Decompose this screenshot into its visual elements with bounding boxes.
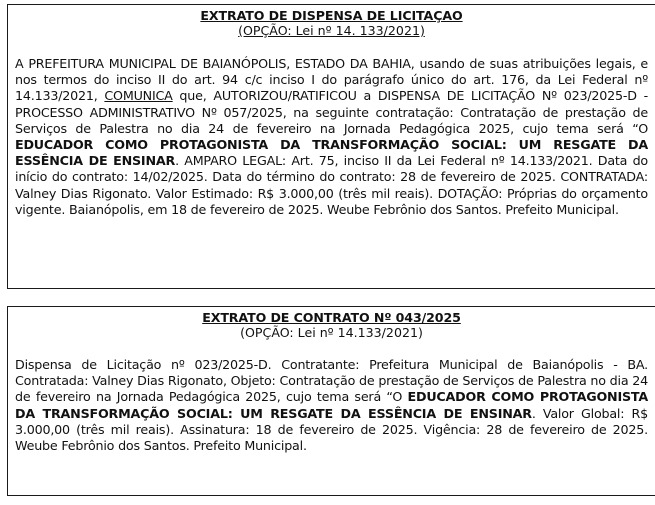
extrato-contrato-option: (OPÇÃO: Lei nº 14.133/2021) [240, 325, 423, 340]
contrato-body-part1: Dispensa de Licitação nº 023/2025-D. Contratante: Prefeitura Municipal de Baianópolis - BA. Contratada: Valney Dias Rigonato, Objeto: Contratação de prestação de Serviços de Palestra no dia 24 de fevereiro na Jornada Pedagógica 2025, cujo tema será “O [15, 357, 648, 405]
extrato-dispensa-box [7, 4, 655, 289]
dispensa-body-part2: que, AUTORIZOU/RATIFICOU a DISPENSA DE LICITAÇÃO Nº 023/2025-D - PROCESSO ADMINISTRATIVO Nº 057/2025, na seguinte contratação: Contratação de prestação de Serviços de Palestra no dia 24 de fevereiro na Jornada Pedagógica 2025, cujo tema será “O [15, 88, 648, 136]
dispensa-body-theme: EDUCADOR COMO PROTAGONISTA DA TRANSFORMAÇÃO SOCIAL: UM RESGATE DA ESSÊNCIA DE ENSINAR [15, 137, 648, 169]
extrato-contrato-body [15, 357, 648, 454]
dispensa-body-part1: A PREFEITURA MUNICIPAL DE BAIANÓPOLIS, ESTADO DA BAHIA, usando de suas atribuições legais, e nos termos do inciso II do art. 94 c/c inciso I do parágrafo único do art. 176, da Lei Federal nº 14.133/2021, [15, 56, 648, 104]
extrato-contrato-title: EXTRATO DE CONTRATO Nº 043/2025 [202, 310, 461, 325]
contrato-body-theme: EDUCADOR COMO PROTAGONISTA DA TRANSFORMAÇÃO SOCIAL: UM RESGATE DA ESSÊNCIA DE ENSINAR [15, 389, 648, 421]
contrato-body-part2: . Valor Global: R$ 3.000,00 (três mil reais). Assinatura: 18 de fevereiro de 2025. Vigência: 28 de fevereiro de 2025. Weube Febrônio dos Santos. Prefeito Municipal. [15, 405, 648, 454]
dispensa-body-comunica: COMUNICA [104, 88, 173, 104]
dispensa-body-part3: . AMPARO LEGAL: Art. 75, inciso II da Lei Federal nº 14.133/2021. Data do início do contrato: 14/02/2025. Data do término do contrato: 28 de fevereiro de 2025. CONTRATADA: Valney Dias Rigonato. Valor Estimado: R$ 3.000,00 (três mil reais). DOTAÇÃO: Próprias do orçamento vigente. Baianópolis, em 18 de fevereiro de 2025. Weube Febrônio dos Santos. Prefeito Municipal. [15, 153, 648, 217]
extrato-dispensa-option: (OPÇÃO: Lei nº 14. 133/2021) [238, 23, 425, 38]
extrato-dispensa-body [15, 56, 648, 218]
extrato-contrato-box [7, 306, 655, 496]
extrato-dispensa-title: EXTRATO DE DISPENSA DE LICITAÇAO [200, 8, 463, 23]
